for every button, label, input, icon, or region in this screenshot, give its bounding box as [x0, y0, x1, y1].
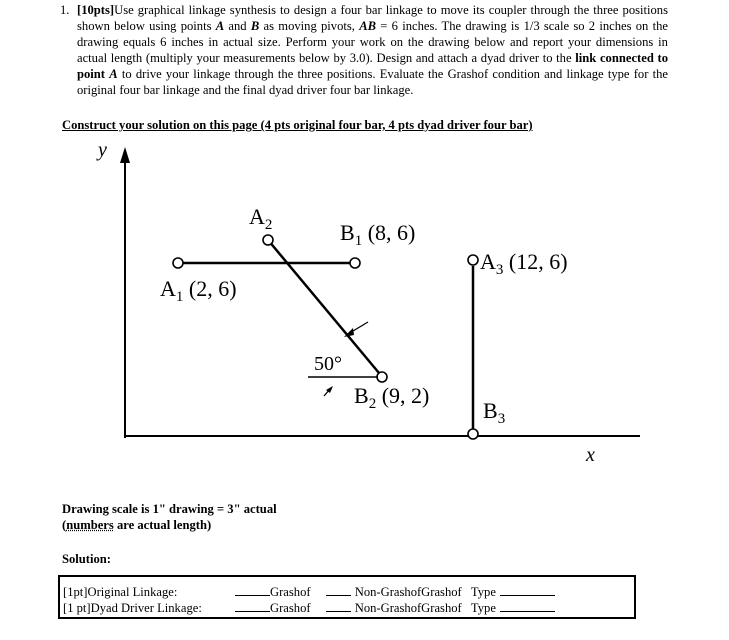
pivot-a3 — [468, 255, 478, 265]
problem-line-5b: to drive your linkage through — [117, 66, 274, 81]
pivot-b1 — [350, 258, 360, 268]
original-grashof-blank[interactable] — [235, 584, 270, 596]
point-a-ref-2: A — [109, 66, 118, 81]
link-connected-bold: link connected to point — [77, 50, 668, 81]
label-a1: $A_1$ (2, 6) — [160, 276, 237, 305]
dyad-nongrashof-blank[interactable] — [326, 600, 351, 612]
x-axis-label: x — [586, 444, 595, 466]
original-type-label: Type — [470, 585, 496, 599]
answer-row-dyad — [63, 600, 555, 616]
problem-line-1: Use graphical linkage synthesis to design a four bar linkage to move its coupler through the — [114, 3, 590, 17]
original-linkage-label: [1pt]Original Linkage: — [63, 585, 178, 599]
problem-line-2b: as moving pivots, — [259, 18, 360, 33]
dyad-nongrashof-label: Non-GrashofGrashof — [354, 601, 462, 615]
original-type-blank[interactable] — [500, 584, 555, 596]
dyad-linkage-label: [1 pt]Dyad Driver Linkage: — [63, 601, 202, 615]
dyad-type-blank[interactable] — [500, 600, 555, 612]
scale-note — [62, 501, 277, 533]
y-axis-label: y — [98, 139, 107, 161]
problem-line-2c: = 6 inches. The drawing is — [376, 18, 520, 33]
problem-line-5a: 3.0). Design and attach a dyad driver to the — [349, 50, 576, 65]
pivot-b3 — [468, 429, 478, 439]
point-b-ref: B — [250, 18, 260, 33]
problem-line-4: drawing below and report your dimensions in actual length (multiply your measurements below by — [77, 34, 668, 65]
scale-note-line-2: (numbers are actual length) — [62, 518, 212, 532]
construct-instruction: Construct your solution on this page (4 pts original four bar, 4 pts dyad driver four bar) — [62, 118, 533, 132]
answer-row-original — [63, 584, 555, 600]
original-grashof-label: Grashof — [270, 585, 311, 599]
problem-number: 1. — [60, 3, 70, 17]
label-b3: $B_3$ — [483, 398, 506, 427]
solution-heading: Solution: — [62, 552, 111, 566]
angle-label: 50° — [314, 353, 342, 375]
pivot-a2 — [263, 235, 273, 245]
ab-ref: AB — [359, 18, 377, 33]
label-a3: $A_3$ (12, 6) — [480, 249, 568, 278]
scale-note-line-1: Drawing scale is 1" drawing = 3" actual — [62, 502, 277, 516]
answer-box — [58, 575, 636, 619]
label-b1: $B_1$ (8, 6) — [340, 220, 416, 249]
original-nongrashof-blank[interactable] — [326, 584, 351, 596]
problem-line-7: and the final dyad driver four bar linkage. — [202, 82, 414, 97]
dyad-grashof-blank[interactable] — [235, 600, 270, 612]
problem-line-3: 1/3 scale so 2 inches on the drawing equals 6 inches in actual size. Perform your work on the — [77, 18, 668, 49]
dyad-grashof-label: Grashof — [270, 601, 311, 615]
problem-line-2a: three positions shown below using points — [77, 3, 669, 33]
points-label: [10pts] — [77, 3, 115, 17]
dyad-type-label: Type — [470, 601, 496, 615]
point-a-ref: A — [215, 18, 225, 33]
label-a2: $A_2$ — [249, 204, 273, 233]
y-axis-arrow — [120, 147, 130, 163]
original-nongrashof-label: Non-GrashofGrashof — [354, 585, 462, 599]
problem-line-6: the three positions. Evaluate the Grashof condition and linkage type for the original four bar linkage — [77, 66, 668, 97]
problem-line-2and: and — [224, 18, 251, 33]
pivot-a1 — [173, 258, 183, 268]
label-b2: $B_2$ (9, 2) — [354, 383, 430, 412]
pivot-b2 — [377, 372, 387, 382]
